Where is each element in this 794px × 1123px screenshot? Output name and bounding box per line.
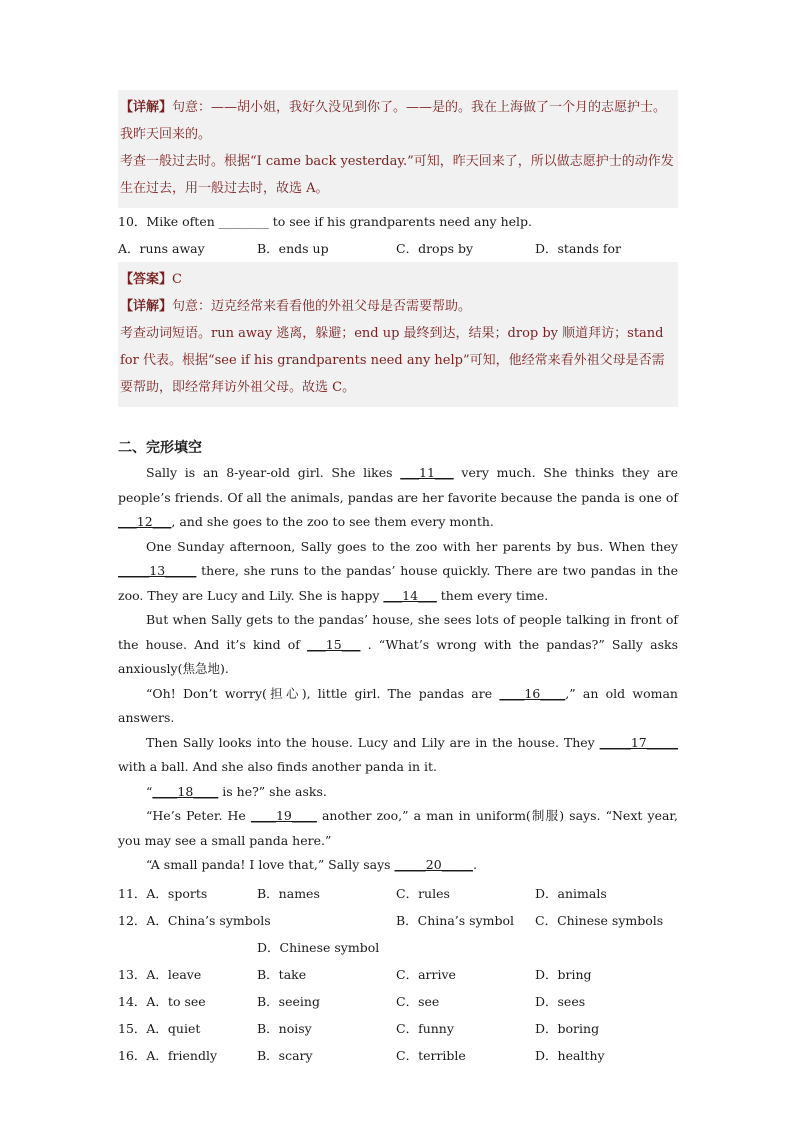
blank-20[interactable]: _____20_____ bbox=[394, 857, 473, 872]
q9-explanation-line1: 【详解】句意：——胡小姐，我好久没见到你了。——是的。我在上海做了一个月的志愿护士。我昨天回来的。 bbox=[120, 100, 667, 142]
q16-option-a[interactable]: 16．A．friendly bbox=[118, 1047, 218, 1063]
q16-option-c[interactable]: C．terrible bbox=[396, 1047, 466, 1063]
q16-option-d[interactable]: D．healthy bbox=[535, 1047, 605, 1063]
q14-option-c[interactable]: C．see bbox=[396, 993, 440, 1009]
passage-paragraph: “A small panda! I love that,” Sally says _____20_____. bbox=[146, 857, 477, 872]
q12-option-c[interactable]: C．Chinese symbols bbox=[535, 912, 664, 928]
q10-option-a[interactable]: A．runs away bbox=[118, 241, 205, 256]
q10-option-c[interactable]: C．drops by bbox=[396, 241, 474, 256]
q14-option-d[interactable]: D．sees bbox=[535, 993, 586, 1009]
q15-option-d[interactable]: D．boring bbox=[535, 1020, 600, 1036]
passage-paragraph: “Oh! Don’t worry(担心), little girl. The pandas are ____16____,” an old woman answers. bbox=[118, 685, 678, 725]
answer-tag: 【答案】 bbox=[120, 272, 173, 287]
q10-answer-line bbox=[120, 266, 676, 293]
blank-14[interactable]: ___14___ bbox=[383, 587, 437, 603]
question-11 bbox=[118, 880, 678, 907]
answer-value: C bbox=[172, 272, 182, 287]
q9-explanation-line2: 考查一般过去时。根据“I came back yesterday.”可知，昨天回来了，所以做志愿护士的动作发生在过去，用一般过去时，故选 A。 bbox=[120, 154, 674, 196]
q10-stem: 10．Mike often ________ to see if his grandparents need any help. bbox=[118, 214, 533, 229]
document-page bbox=[118, 90, 678, 1069]
q10-option-d[interactable]: D．stands for bbox=[535, 241, 621, 256]
q13-option-c[interactable]: C．arrive bbox=[396, 966, 456, 982]
blank-17[interactable]: _____17_____ bbox=[599, 734, 678, 750]
q13-option-a[interactable]: 13．A．leave bbox=[118, 966, 202, 982]
q10-answer-box bbox=[118, 262, 678, 407]
passage-paragraph: But when Sally gets to the pandas’ house, she sees lots of people talking in front of the house. And it’s kind of ___15___ . “What’s wrong with the pandas?” Sally asks anxiously(焦急地). bbox=[118, 612, 678, 676]
blank-11[interactable]: ___11___ bbox=[400, 465, 454, 480]
question-14 bbox=[118, 988, 678, 1015]
passage-paragraph: Sally is an 8-year-old girl. She likes ___11___ very much. She thinks they are people’s friends. Of all the animals, pandas are her favorite because the panda is one of ___12___, and she goes to the zoo to see them every month. bbox=[118, 465, 678, 529]
question-15 bbox=[118, 1015, 678, 1042]
blank-15[interactable]: ___15___ bbox=[307, 636, 361, 652]
explain-tag: 【详解】 bbox=[120, 299, 173, 314]
blank-16[interactable]: ____16____ bbox=[499, 685, 566, 701]
passage-paragraph: Then Sally looks into the house. Lucy and Lily are in the house. They _____17_____ with a ball. And she also finds another panda in it. bbox=[118, 734, 678, 774]
q16-option-b[interactable]: B．scary bbox=[257, 1047, 313, 1063]
q15-option-c[interactable]: C．funny bbox=[396, 1020, 454, 1036]
question-16 bbox=[118, 1042, 678, 1069]
q10-options bbox=[118, 235, 678, 262]
q10-option-b[interactable]: B．ends up bbox=[257, 241, 329, 256]
question-13 bbox=[118, 961, 678, 988]
blank-19[interactable]: ____19____ bbox=[250, 808, 317, 823]
q14-option-b[interactable]: B．seeing bbox=[257, 993, 320, 1009]
q13-option-d[interactable]: D．bring bbox=[535, 966, 592, 982]
q15-option-b[interactable]: B．noisy bbox=[257, 1020, 312, 1036]
q12-option-d[interactable]: D．Chinese symbol bbox=[257, 939, 380, 955]
question-12-extra bbox=[118, 934, 678, 961]
q15-option-a[interactable]: 15．A．quiet bbox=[118, 1020, 201, 1036]
q11-option-c[interactable]: C．rules bbox=[396, 885, 450, 901]
q14-option-a[interactable]: 14．A．to see bbox=[118, 993, 206, 1009]
blank-12[interactable]: ___12___ bbox=[118, 514, 172, 529]
question-12 bbox=[118, 907, 678, 934]
q9-explanation-box bbox=[118, 90, 678, 208]
explain-tag: 【详解】 bbox=[120, 100, 173, 115]
passage-paragraph: One Sunday afternoon, Sally goes to the zoo with her parents by bus. When they _____13_____ there, she runs to the pandas’ house quickly. There are two pandas in the zoo. They are Lucy and Lily. She is happy ___14___ them every time. bbox=[118, 538, 678, 603]
question-list bbox=[118, 880, 678, 1069]
section-title: 二、完形填空 bbox=[118, 440, 202, 456]
passage-paragraph: “He’s Peter. He ____19____ another zoo,” a man in uniform(制服) says. “Next year, you may see a small panda here.” bbox=[118, 808, 679, 848]
q11-option-a[interactable]: 11．A．sports bbox=[118, 885, 208, 901]
q10-explanation-line2: 考查动词短语。run away 逃离，躲避；end up 最终到达，结果；drop by 顺道拜访；stand for 代表。根据“see if his grandparents need any help”可知，他经常来看外祖父母是否需要帮助，即经常拜访外祖父母。故选 C。 bbox=[120, 326, 665, 395]
q11-option-d[interactable]: D．animals bbox=[535, 885, 607, 901]
blank-18[interactable]: ____18____ bbox=[152, 783, 219, 799]
q12-option-b[interactable]: B．China’s symbol bbox=[396, 912, 515, 928]
q10-explanation-line1: 【详解】句意：迈克经常来看看他的外祖父母是否需要帮助。 bbox=[120, 299, 472, 314]
blank-13[interactable]: _____13_____ bbox=[118, 563, 197, 578]
q11-option-b[interactable]: B．names bbox=[257, 885, 320, 901]
passage-paragraph: “____18____ is he?” she asks. bbox=[146, 783, 327, 799]
cloze-passage bbox=[118, 461, 678, 878]
q13-option-b[interactable]: B．take bbox=[257, 966, 307, 982]
q12-option-a[interactable]: 12．A．China’s symbols bbox=[118, 912, 271, 928]
